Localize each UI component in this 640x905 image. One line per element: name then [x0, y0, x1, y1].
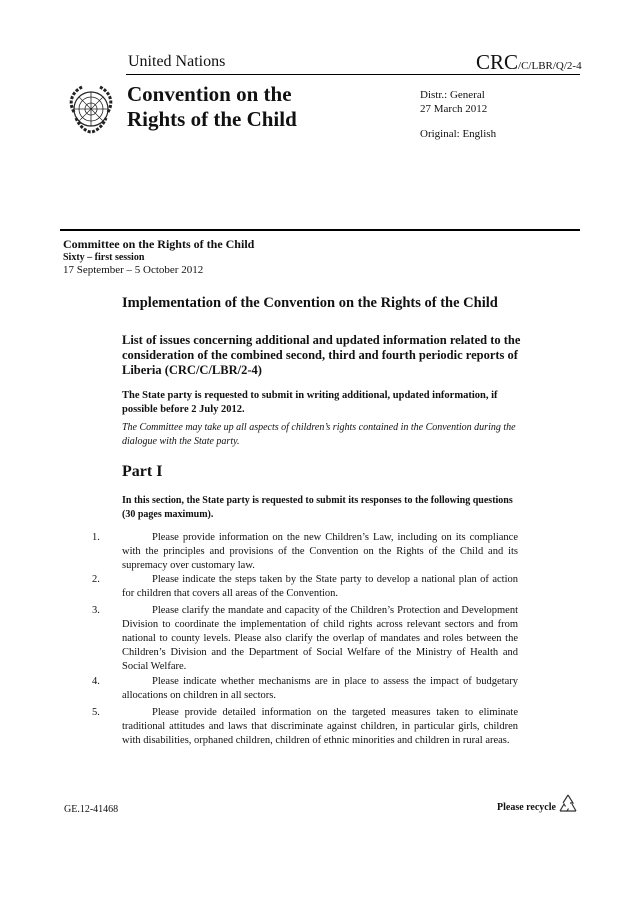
question-text: Please provide information on the new Children’s Law, including on its compliance with the principles and provisions of the Convention on the Rights of the Child and its supremacy over customary law.: [122, 532, 518, 571]
question-item: [92, 604, 518, 674]
symbol-sub: /C/LBR/Q/2-4: [518, 60, 582, 72]
question-item: [92, 531, 518, 573]
committee-dates: 17 September – 5 October 2012: [63, 264, 204, 276]
part-intro: In this section, the State party is requested to submit its responses to the following questions (30 pages maximum).: [122, 495, 513, 520]
question-item: [92, 573, 518, 601]
committee-name: Committee on the Rights of the Child: [63, 237, 255, 251]
header-rule-thick: [60, 229, 580, 231]
question-number: 5.: [92, 707, 100, 718]
document-title: Implementation of the Convention on the Rights of the Child: [122, 295, 498, 311]
organization-name: United Nations: [128, 53, 226, 70]
convention-title-line1: Convention on the: [127, 82, 292, 106]
committee-session: Sixty – first session: [63, 252, 145, 263]
convention-title-line2: Rights of the Child: [127, 107, 297, 131]
question-item: [92, 675, 518, 703]
document-symbol: [476, 50, 582, 75]
recycle-icon: [556, 793, 580, 815]
question-text: Please provide detailed information on the targeted measures taken to eliminate traditional attitudes and laws that discriminate against children, in particular girls, children with disabilities, orphaned children, children of ethnic minorities and children in rural areas.: [122, 707, 518, 746]
symbol-main: CRC: [476, 50, 519, 74]
un-emblem-icon: [64, 82, 118, 136]
submission-request: The State party is requested to submit in writing additional, updated information, if possible before 2 July 2012.: [122, 390, 498, 415]
document-code: GE.12-41468: [64, 804, 119, 815]
question-text: Please indicate the steps taken by the State party to develop a national plan of action for children that covers all areas of the Convention.: [122, 574, 518, 599]
question-item: [92, 706, 518, 748]
distribution-status: Distr.: General: [420, 89, 485, 101]
convention-title: [127, 82, 297, 132]
question-number: 3.: [92, 605, 100, 616]
question-number: 2.: [92, 574, 100, 585]
part-heading: Part I: [122, 463, 163, 480]
committee-block: [63, 238, 254, 277]
question-number: 4.: [92, 676, 100, 687]
question-text: Please indicate whether mechanisms are in place to assess the impact of budgetary allocations on children in all sectors.: [122, 676, 518, 701]
question-text: Please clarify the mandate and capacity of the Children’s Protection and Development Division to coordinate the implementation of child rights across relevant sectors and from national to county levels. Please also clarify the overlap of mandates and roles between the Children’s Division and the Department of Social Welfare of the Ministry of Health and Social Welfare.: [122, 605, 518, 672]
distribution-info: [420, 88, 487, 116]
header-rule-thin: [126, 74, 580, 75]
question-number: 1.: [92, 532, 100, 543]
issue-date: 27 March 2012: [420, 103, 488, 115]
committee-note: The Committee may take up all aspects of children’s rights contained in the Convention during the dialogue with the State party.: [122, 422, 516, 447]
original-language: Original: English: [420, 128, 497, 140]
document-subtitle: List of issues concerning additional and updated information related to the consideration of the combined second, third and fourth periodic reports of Liberia (CRC/C/LBR/2-4): [122, 333, 521, 377]
recycle-label: Please recycle: [497, 802, 556, 813]
